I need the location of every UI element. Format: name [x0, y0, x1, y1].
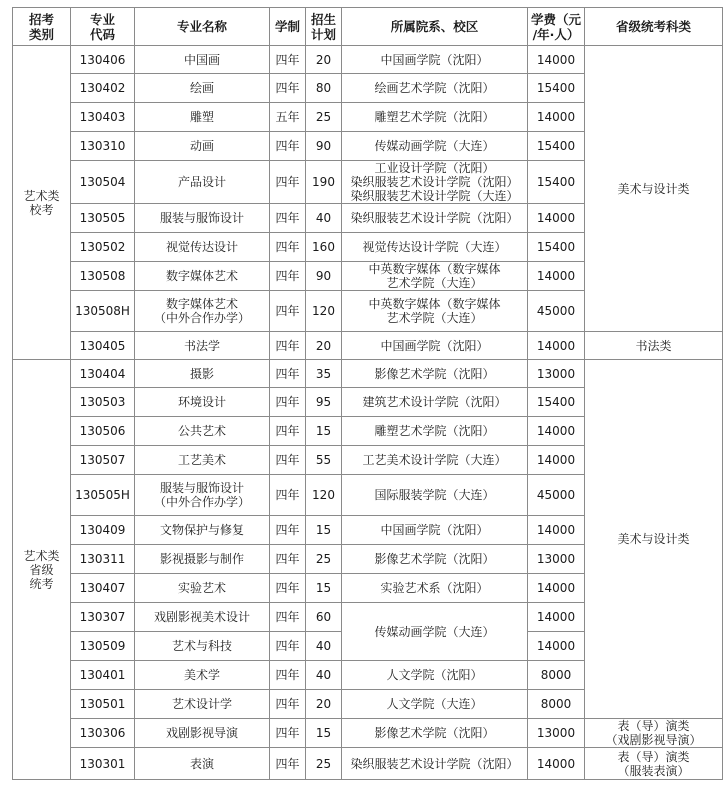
fee-cell: 14000	[528, 748, 585, 780]
quota-cell: 90	[306, 132, 342, 161]
category-cell: 艺术类 校考	[13, 46, 71, 360]
college-cell: 中英数字媒体（数字媒体 艺术学院（大连）	[342, 291, 528, 332]
subject-cell: 美术与设计类	[585, 46, 723, 332]
college-cell: 中国画学院（沈阳）	[342, 516, 528, 545]
college-cell: 中英数字媒体（数字媒体 艺术学院（大连）	[342, 262, 528, 291]
quota-cell: 20	[306, 690, 342, 719]
code-cell: 130403	[71, 103, 135, 132]
fee-cell: 8000	[528, 690, 585, 719]
college-cell: 工业设计学院（沈阳） 染织服装艺术设计学院（沈阳） 染织服装艺术设计学院（大连）	[342, 161, 528, 204]
enrollment-table	[12, 7, 723, 780]
college-cell: 染织服装艺术设计学院（沈阳）	[342, 748, 528, 780]
code-cell: 130509	[71, 632, 135, 661]
fee-cell: 14000	[528, 46, 585, 74]
fee-cell: 13000	[528, 360, 585, 388]
name-cell: 文物保护与修复	[135, 516, 270, 545]
code-cell: 130407	[71, 574, 135, 603]
name-cell: 数字媒体艺术	[135, 262, 270, 291]
duration-cell: 四年	[270, 603, 306, 632]
name-cell: 中国画	[135, 46, 270, 74]
code-cell: 130508	[71, 262, 135, 291]
table-body	[13, 46, 723, 780]
quota-cell: 40	[306, 632, 342, 661]
duration-cell: 四年	[270, 233, 306, 262]
college-cell: 中国画学院（沈阳）	[342, 46, 528, 74]
duration-cell: 四年	[270, 46, 306, 74]
duration-cell: 四年	[270, 661, 306, 690]
college-cell: 影像艺术学院（沈阳）	[342, 360, 528, 388]
subject-cell: 表（导）演类 （服装表演）	[585, 748, 723, 780]
fee-cell: 13000	[528, 545, 585, 574]
quota-cell: 95	[306, 388, 342, 417]
code-cell: 130401	[71, 661, 135, 690]
fee-cell: 45000	[528, 291, 585, 332]
quota-cell: 15	[306, 417, 342, 446]
college-cell: 传媒动画学院（大连）	[342, 603, 528, 661]
name-cell: 艺术设计学	[135, 690, 270, 719]
fee-cell: 15400	[528, 74, 585, 103]
college-cell: 实验艺术系（沈阳）	[342, 574, 528, 603]
code-cell: 130508H	[71, 291, 135, 332]
duration-cell: 四年	[270, 204, 306, 233]
code-cell: 130503	[71, 388, 135, 417]
duration-cell: 四年	[270, 545, 306, 574]
college-cell: 影像艺术学院（沈阳）	[342, 545, 528, 574]
header-name: 专业名称	[135, 8, 270, 46]
code-cell: 130310	[71, 132, 135, 161]
quota-cell: 35	[306, 360, 342, 388]
fee-cell: 14000	[528, 603, 585, 632]
duration-cell: 四年	[270, 360, 306, 388]
quota-cell: 15	[306, 516, 342, 545]
name-cell: 服装与服饰设计	[135, 204, 270, 233]
code-cell: 130505	[71, 204, 135, 233]
fee-cell: 15400	[528, 161, 585, 204]
header-college: 所属院系、校区	[342, 8, 528, 46]
college-cell: 国际服装学院（大连）	[342, 475, 528, 516]
name-cell: 公共艺术	[135, 417, 270, 446]
name-cell: 戏剧影视美术设计	[135, 603, 270, 632]
code-cell: 130502	[71, 233, 135, 262]
code-cell: 130307	[71, 603, 135, 632]
header-category: 招考 类别	[13, 8, 71, 46]
quota-cell: 40	[306, 204, 342, 233]
table-row	[13, 719, 723, 748]
name-cell: 视觉传达设计	[135, 233, 270, 262]
code-cell: 130306	[71, 719, 135, 748]
quota-cell: 55	[306, 446, 342, 475]
college-cell: 影像艺术学院（沈阳）	[342, 719, 528, 748]
quota-cell: 25	[306, 545, 342, 574]
college-cell: 视觉传达设计学院（大连）	[342, 233, 528, 262]
fee-cell: 14000	[528, 103, 585, 132]
header-row	[13, 8, 723, 46]
fee-cell: 14000	[528, 204, 585, 233]
code-cell: 130505H	[71, 475, 135, 516]
header-subject: 省级统考科类	[585, 8, 723, 46]
name-cell: 艺术与科技	[135, 632, 270, 661]
duration-cell: 四年	[270, 161, 306, 204]
fee-cell: 15400	[528, 132, 585, 161]
name-cell: 书法学	[135, 332, 270, 360]
duration-cell: 四年	[270, 475, 306, 516]
code-cell: 130507	[71, 446, 135, 475]
name-cell: 服装与服饰设计 （中外合作办学）	[135, 475, 270, 516]
quota-cell: 120	[306, 291, 342, 332]
name-cell: 产品设计	[135, 161, 270, 204]
category-cell: 艺术类 省级 统考	[13, 360, 71, 780]
code-cell: 130405	[71, 332, 135, 360]
fee-cell: 14000	[528, 417, 585, 446]
quota-cell: 15	[306, 719, 342, 748]
fee-cell: 15400	[528, 388, 585, 417]
college-cell: 染织服装艺术设计学院（沈阳）	[342, 204, 528, 233]
fee-cell: 15400	[528, 233, 585, 262]
college-cell: 工艺美术设计学院（大连）	[342, 446, 528, 475]
name-cell: 美术学	[135, 661, 270, 690]
subject-cell: 书法类	[585, 332, 723, 360]
fee-cell: 14000	[528, 574, 585, 603]
college-cell: 雕塑艺术学院（沈阳）	[342, 103, 528, 132]
duration-cell: 四年	[270, 574, 306, 603]
name-cell: 实验艺术	[135, 574, 270, 603]
college-cell: 绘画艺术学院（沈阳）	[342, 74, 528, 103]
enrollment-table-wrapper	[12, 7, 723, 780]
code-cell: 130506	[71, 417, 135, 446]
table-row	[13, 748, 723, 780]
fee-cell: 14000	[528, 632, 585, 661]
name-cell: 影视摄影与制作	[135, 545, 270, 574]
college-cell: 建筑艺术设计学院（沈阳）	[342, 388, 528, 417]
duration-cell: 四年	[270, 132, 306, 161]
duration-cell: 四年	[270, 332, 306, 360]
code-cell: 130402	[71, 74, 135, 103]
header-fee: 学费（元 /年·人）	[528, 8, 585, 46]
table-row	[13, 46, 723, 74]
code-cell: 130409	[71, 516, 135, 545]
quota-cell: 15	[306, 574, 342, 603]
name-cell: 动画	[135, 132, 270, 161]
code-cell: 130406	[71, 46, 135, 74]
college-cell: 中国画学院（沈阳）	[342, 332, 528, 360]
name-cell: 环境设计	[135, 388, 270, 417]
college-cell: 人文学院（沈阳）	[342, 661, 528, 690]
college-cell: 人文学院（大连）	[342, 690, 528, 719]
subject-cell: 美术与设计类	[585, 360, 723, 719]
duration-cell: 四年	[270, 291, 306, 332]
fee-cell: 13000	[528, 719, 585, 748]
code-cell: 130301	[71, 748, 135, 780]
college-cell: 雕塑艺术学院（沈阳）	[342, 417, 528, 446]
quota-cell: 25	[306, 103, 342, 132]
subject-cell: 表（导）演类 （戏剧影视导演）	[585, 719, 723, 748]
name-cell: 表演	[135, 748, 270, 780]
code-cell: 130311	[71, 545, 135, 574]
fee-cell: 45000	[528, 475, 585, 516]
quota-cell: 60	[306, 603, 342, 632]
quota-cell: 120	[306, 475, 342, 516]
table-row	[13, 332, 723, 360]
quota-cell: 190	[306, 161, 342, 204]
quota-cell: 25	[306, 748, 342, 780]
code-cell: 130501	[71, 690, 135, 719]
duration-cell: 四年	[270, 417, 306, 446]
name-cell: 戏剧影视导演	[135, 719, 270, 748]
duration-cell: 四年	[270, 388, 306, 417]
quota-cell: 80	[306, 74, 342, 103]
code-cell: 130404	[71, 360, 135, 388]
duration-cell: 四年	[270, 516, 306, 545]
header-code: 专业 代码	[71, 8, 135, 46]
duration-cell: 四年	[270, 262, 306, 291]
duration-cell: 四年	[270, 74, 306, 103]
duration-cell: 四年	[270, 446, 306, 475]
header-quota: 招生 计划	[306, 8, 342, 46]
quota-cell: 160	[306, 233, 342, 262]
quota-cell: 90	[306, 262, 342, 291]
fee-cell: 14000	[528, 332, 585, 360]
name-cell: 工艺美术	[135, 446, 270, 475]
duration-cell: 四年	[270, 690, 306, 719]
duration-cell: 五年	[270, 103, 306, 132]
name-cell: 雕塑	[135, 103, 270, 132]
fee-cell: 14000	[528, 516, 585, 545]
duration-cell: 四年	[270, 748, 306, 780]
quota-cell: 20	[306, 332, 342, 360]
college-cell: 传媒动画学院（大连）	[342, 132, 528, 161]
name-cell: 摄影	[135, 360, 270, 388]
quota-cell: 20	[306, 46, 342, 74]
quota-cell: 40	[306, 661, 342, 690]
fee-cell: 14000	[528, 446, 585, 475]
duration-cell: 四年	[270, 632, 306, 661]
duration-cell: 四年	[270, 719, 306, 748]
fee-cell: 8000	[528, 661, 585, 690]
name-cell: 数字媒体艺术 （中外合作办学）	[135, 291, 270, 332]
header-duration: 学制	[270, 8, 306, 46]
code-cell: 130504	[71, 161, 135, 204]
fee-cell: 14000	[528, 262, 585, 291]
table-row	[13, 360, 723, 388]
name-cell: 绘画	[135, 74, 270, 103]
